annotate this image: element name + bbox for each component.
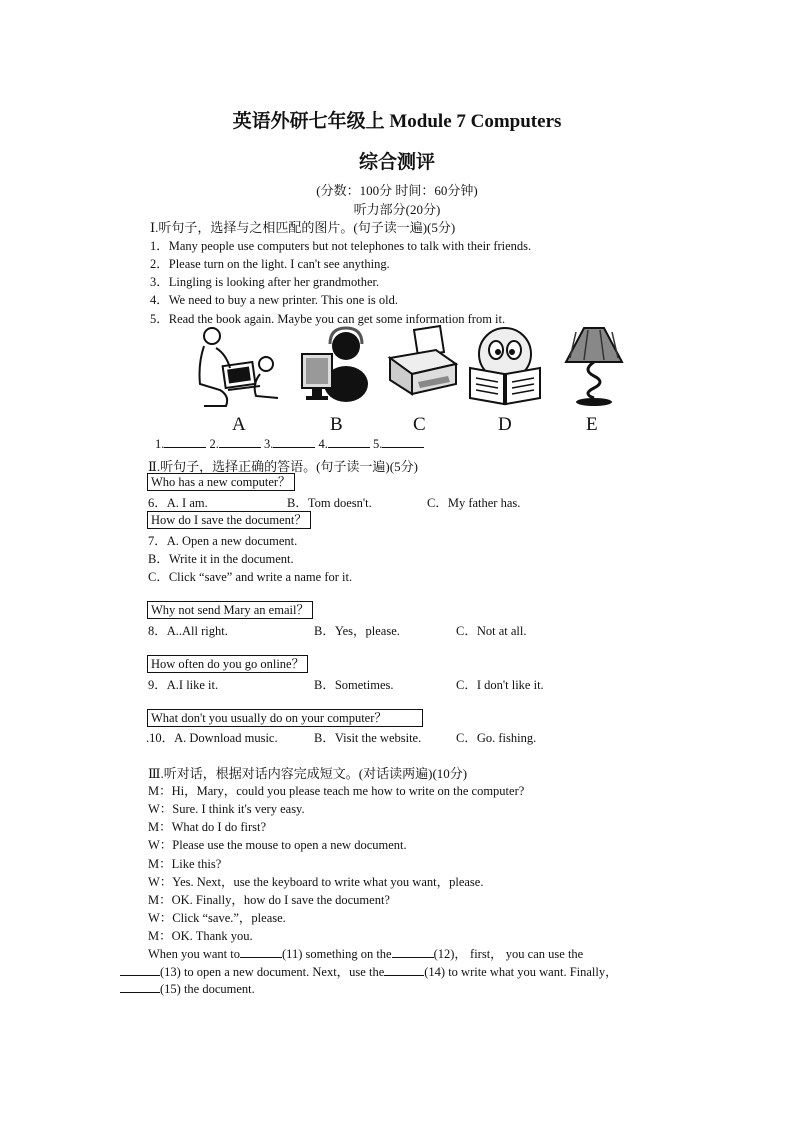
q6-option-c: C．My father has.: [427, 496, 521, 510]
blank-15[interactable]: [120, 980, 160, 993]
dialogue-line-2: W：Sure. I think it's very easy.: [148, 802, 305, 816]
dialogue-line-6: W：Yes. Next，use the keyboard to write what you want，please.: [148, 875, 484, 889]
answer-blanks: [155, 435, 424, 452]
answer-blank-3[interactable]: [273, 435, 315, 448]
section3-heading: Ⅲ.听对话，根据对话内容完成短文。(对话读两遍)(10分): [148, 766, 468, 781]
answer-label-5: 5.: [373, 437, 383, 451]
sentence-5: 5．Read the book again. Maybe you can get some information from it.: [150, 312, 506, 326]
q7-option-c: C．Click “save” and write a name for it.: [148, 570, 353, 584]
passage-line-2: [120, 962, 618, 980]
dialogue-line-1: M：Hi，Mary，could you please teach me how to write on the computer?: [148, 784, 525, 798]
q9-option-a: 9．A.I like it.: [148, 678, 219, 692]
people-at-computer-icon: [190, 324, 282, 410]
q10-option-c: C．Go. fishing.: [456, 731, 537, 745]
q6-option-b: B．Tom doesn't.: [287, 496, 372, 510]
answer-blank-4[interactable]: [328, 435, 370, 448]
passage-text-1a: When you want to: [148, 947, 240, 961]
answer-label-1: 1.: [155, 437, 165, 451]
q7-option-b: B．Write it in the document.: [148, 552, 294, 566]
picture-label-a: A: [232, 414, 246, 435]
passage-text-2b: (14) to write what you want. Finally，: [424, 965, 618, 979]
dialogue-line-8: W：Click “save.”，please.: [148, 911, 286, 925]
dialogue-line-3: M：What do I do first?: [148, 820, 267, 834]
q8-option-a: 8．A..All right.: [148, 624, 228, 638]
q7-prompt: How do I save the document？: [147, 511, 311, 529]
dialogue-line-9: M：OK. Thank you.: [148, 929, 253, 943]
passage-text-1c: (12)， first， you can use the: [433, 947, 584, 961]
answer-blank-2[interactable]: [219, 435, 261, 448]
section2-heading: Ⅱ.听句子，选择正确的答语。(句子读一遍)(5分): [148, 459, 418, 474]
listening-part-label: 听力部分(20分): [353, 202, 441, 217]
q6-prompt: Who has a new computer？: [147, 473, 295, 491]
desk-lamp-icon: [562, 324, 626, 406]
page-subtitle: 综合测评: [358, 152, 435, 173]
sentence-3: 3．Lingling is looking after her grandmother.: [150, 275, 380, 289]
blank-12[interactable]: [392, 945, 434, 958]
q10-prompt: What don't you usually do on your computer？: [147, 709, 423, 727]
q8-option-b: B．Yes，please.: [314, 624, 400, 638]
q9-option-b: B．Sometimes.: [314, 678, 394, 692]
q10-option-b: B．Visit the website.: [314, 731, 422, 745]
sentence-2: 2．Please turn on the light. I can't see anything.: [150, 257, 390, 271]
blank-11[interactable]: [240, 945, 282, 958]
q8-prompt: Why not send Mary an email？: [147, 601, 313, 619]
section1-heading: Ⅰ.听句子，选择与之相匹配的图片。(句子读一遍)(5分): [150, 220, 456, 235]
answer-blank-1[interactable]: [164, 435, 206, 448]
person-with-headset-monitor-icon: [298, 324, 372, 404]
dialogue-line-4: W：Please use the mouse to open a new document.: [148, 838, 407, 852]
score-time: (分数：100分 时间：60分钟): [316, 183, 478, 198]
dialogue-line-7: M：OK. Finally，how do I save the document?: [148, 893, 390, 907]
printer-icon: [384, 324, 460, 404]
answer-blank-5[interactable]: [382, 435, 424, 448]
q8-option-c: C．Not at all.: [456, 624, 527, 638]
q9-option-c: C．I don't like it.: [456, 678, 544, 692]
passage-line-3: [120, 980, 255, 997]
passage-line-1: [148, 944, 583, 962]
passage-text-2a: (13) to open a new document. Next，use the: [160, 965, 385, 979]
passage-text-3a: (15) the document.: [160, 982, 255, 996]
passage-text-1b: (11) something on the: [282, 947, 392, 961]
picture-label-c: C: [413, 414, 426, 435]
picture-label-e: E: [586, 414, 598, 435]
blank-13[interactable]: [120, 963, 160, 976]
picture-label-b: B: [330, 414, 343, 435]
blank-14[interactable]: [384, 963, 424, 976]
answer-label-4: 4.: [318, 437, 328, 451]
answer-label-2: 2.: [209, 437, 219, 451]
picture-label-d: D: [498, 414, 512, 435]
dialogue-line-5: M：Like this?: [148, 857, 222, 871]
q10-option-a: .10．A. Download music.: [146, 731, 278, 745]
face-reading-book-icon: [464, 324, 546, 406]
sentence-4: 4．We need to buy a new printer. This one is old.: [150, 293, 399, 307]
answer-label-3: 3.: [264, 437, 274, 451]
q6-option-a: 6．A. I am.: [148, 496, 208, 510]
sentence-1: 1．Many people use computers but not telephones to talk with their friends.: [150, 239, 532, 253]
q7-option-a: 7．A. Open a new document.: [148, 534, 298, 548]
page-title: 英语外研七年级上 Module 7 Computers: [232, 111, 562, 132]
q9-prompt: How often do you go online？: [147, 655, 308, 673]
